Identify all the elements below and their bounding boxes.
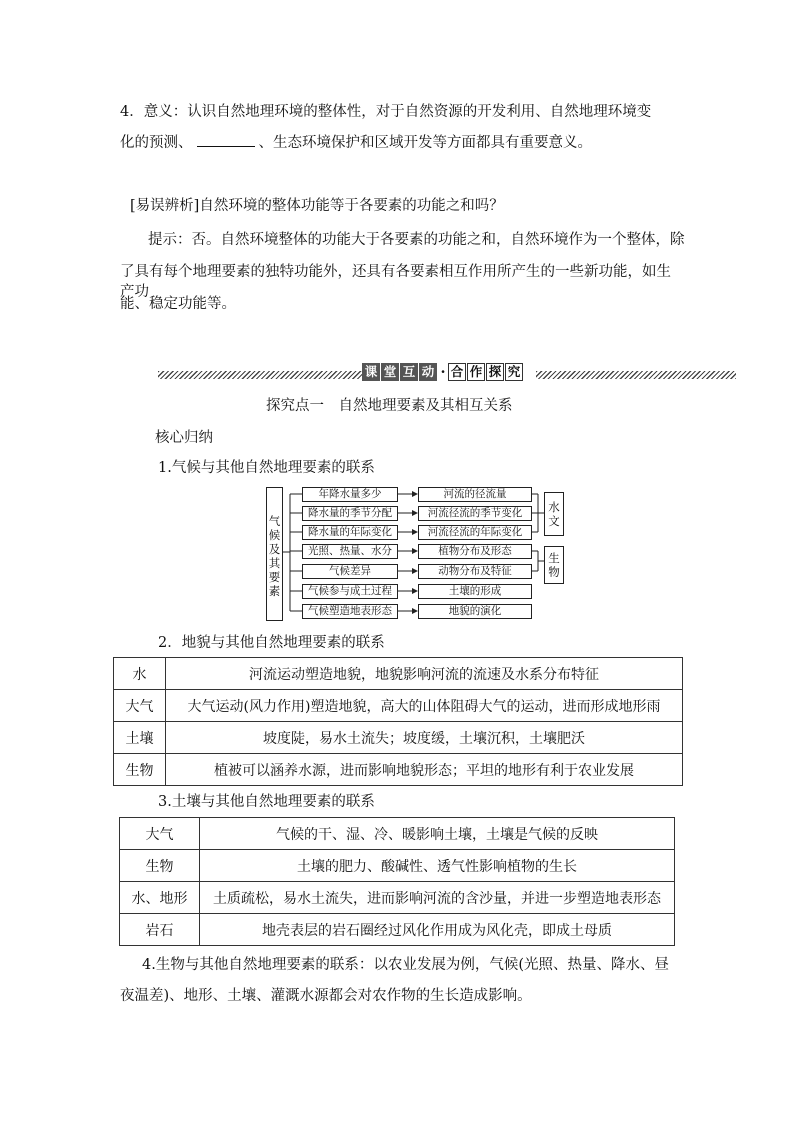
cause-box: 降水量的季节分配 xyxy=(302,506,398,521)
banner-dot: · xyxy=(440,363,446,381)
effect-box: 河流径流的季节变化 xyxy=(418,506,532,521)
banner-stripe-right xyxy=(536,371,736,379)
banner-char: 动 xyxy=(419,363,437,381)
table-value: 地壳表层的岩石圈经过风化作用成为风化壳，即成土母质 xyxy=(200,914,675,946)
table-key: 水 xyxy=(114,658,166,690)
effect-box: 地貌的演化 xyxy=(418,604,532,619)
significance-line1: 4．意义：认识自然地理环境的整体性，对于自然资源的开发利用、自然地理环境变 xyxy=(120,104,652,120)
climate-elements-label: 气候及其要素 xyxy=(266,487,283,621)
effect-box: 河流径流的年际变化 xyxy=(418,525,532,540)
heading-climate: 1.气候与其他自然地理要素的联系 xyxy=(158,460,375,476)
cause-box: 年降水量多少 xyxy=(302,487,398,502)
table-key: 大气 xyxy=(120,818,200,850)
answer-line1: 提示：否。自然环境整体的功能大于各要素的功能之和，自然环境作为一个整体，除 xyxy=(148,232,685,248)
answer-line2: 了具有每个地理要素的独特功能外，还具有各要素相互作用所产生的一些新功能，如生产功 xyxy=(120,264,671,300)
effect-box: 河流的径流量 xyxy=(418,487,532,502)
banner-char: 课 xyxy=(362,363,380,381)
cause-box: 气候差异 xyxy=(302,564,398,579)
section-banner xyxy=(158,363,736,382)
table-row xyxy=(114,690,683,722)
group-biology: 生物 xyxy=(544,546,564,584)
table-key: 岩石 xyxy=(120,914,200,946)
answer-line3: 能、稳定功能等。 xyxy=(120,296,236,312)
fill-blank xyxy=(197,132,255,147)
table-value: 坡度陡，易水土流失；坡度缓，土壤沉积，土壤肥沃 xyxy=(166,722,683,754)
table-value: 气候的干、湿、冷、暖影响土壤，土壤是气候的反映 xyxy=(200,818,675,850)
table-row xyxy=(120,818,675,850)
table-value: 大气运动(风力作用)塑造地貌，高大的山体阻碍大气的运动，进而形成地形雨 xyxy=(166,690,683,722)
table-value: 土壤的肥力、酸碱性、透气性影响植物的生长 xyxy=(200,850,675,882)
biology-line2: 夜温差)、地形、土壤、灌溉水源都会对农作物的生长造成影响。 xyxy=(120,988,532,1004)
table-value: 植被可以涵养水源，进而影响地貌形态；平坦的地形有利于农业发展 xyxy=(166,754,683,786)
group-hydrology: 水文 xyxy=(544,492,564,536)
table-key: 生物 xyxy=(114,754,166,786)
table-row xyxy=(114,722,683,754)
effect-box: 土壤的形成 xyxy=(418,584,532,599)
significance-line2 xyxy=(120,132,680,153)
table-key: 土壤 xyxy=(114,722,166,754)
banner-char: 探 xyxy=(486,363,504,381)
table-value: 河流运动塑造地貌，地貌影响河流的流速及水系分布特征 xyxy=(166,658,683,690)
significance-line2-post: 、生态环境保护和区域开发等方面都具有重要意义。 xyxy=(258,135,592,151)
soil-table xyxy=(119,817,675,946)
table-value: 土质疏松，易水土流失，进而影响河流的含沙量，并进一步塑造地表形态 xyxy=(200,882,675,914)
heading-soil: 3.土壤与其他自然地理要素的联系 xyxy=(158,794,375,810)
effect-box: 动物分布及特征 xyxy=(418,564,532,579)
table-key: 水、地形 xyxy=(120,882,200,914)
effect-box: 植物分布及形态 xyxy=(418,544,532,559)
table-row xyxy=(120,850,675,882)
landform-table xyxy=(113,657,683,786)
table-row xyxy=(120,882,675,914)
table-row xyxy=(120,914,675,946)
table-key: 生物 xyxy=(120,850,200,882)
significance-line2-pre: 化的预测、 xyxy=(120,135,193,151)
banner-char: 互 xyxy=(400,363,418,381)
banner-char: 究 xyxy=(505,363,523,381)
core-summary-heading: 核心归纳 xyxy=(155,430,213,446)
cause-box: 气候参与成土过程 xyxy=(302,584,398,599)
table-row xyxy=(114,754,683,786)
cause-box: 光照、热量、水分 xyxy=(302,544,398,559)
explore-title: 探究点一 自然地理要素及其相互关系 xyxy=(266,398,513,414)
biology-line1: 4.生物与其他自然地理要素的联系：以农业发展为例，气候(光照、热量、降水、昼 xyxy=(142,957,669,973)
banner-title xyxy=(362,362,524,382)
cause-box: 气候塑造地表形态 xyxy=(302,604,398,619)
misconception-question: [易误辨析]自然环境的整体功能等于各要素的功能之和吗？ xyxy=(130,198,504,214)
cause-box: 降水量的年际变化 xyxy=(302,525,398,540)
banner-char: 合 xyxy=(448,363,466,381)
banner-char: 堂 xyxy=(381,363,399,381)
banner-stripe-left xyxy=(158,371,368,379)
table-row xyxy=(114,658,683,690)
table-key: 大气 xyxy=(114,690,166,722)
heading-landform: 2．地貌与其他自然地理要素的联系 xyxy=(158,635,385,651)
banner-char: 作 xyxy=(467,363,485,381)
